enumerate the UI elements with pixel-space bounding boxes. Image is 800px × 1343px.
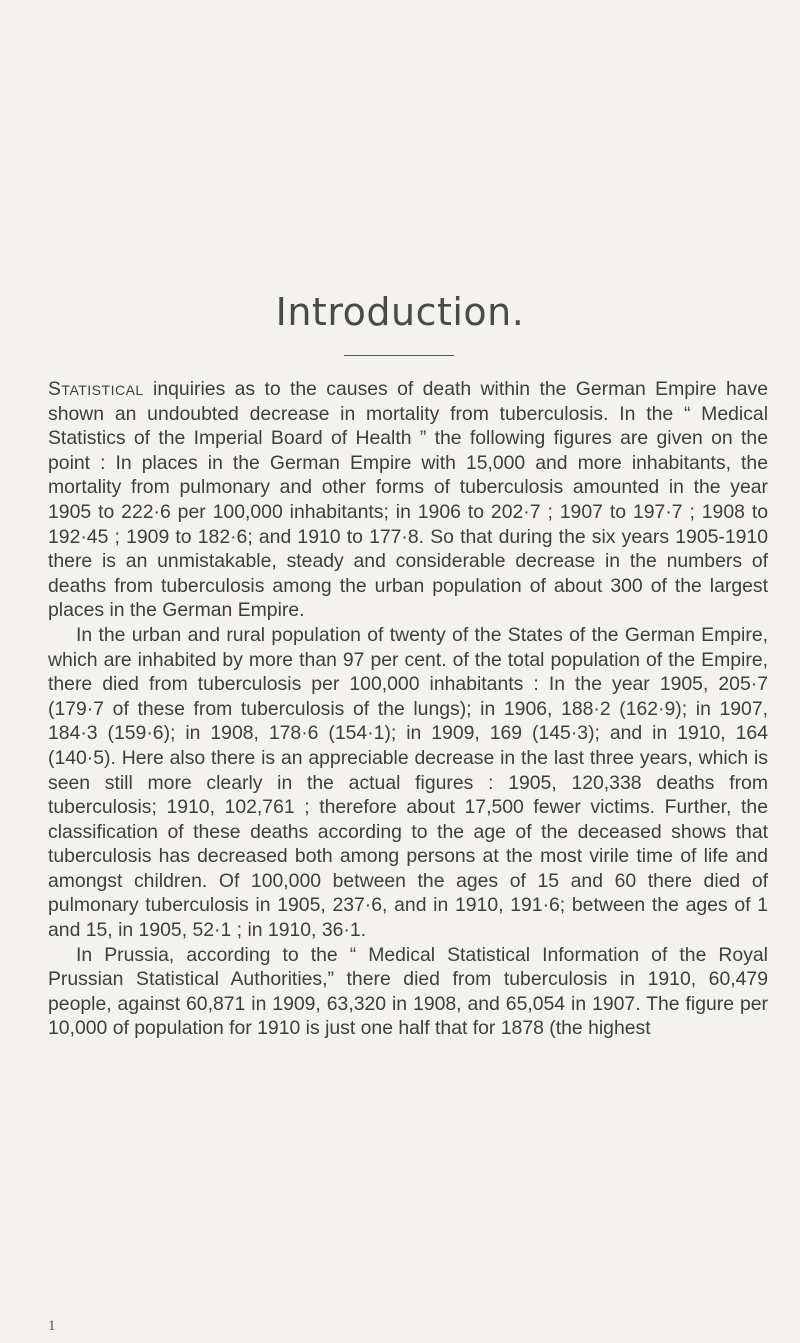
body-text (48, 377, 768, 1041)
paragraph-3: In Prussia, according to the “ Medical Statistical Information of the Royal Prussian Statistical Authorities,” there died from tuberculosis in 1910, 60,479 people, against 60,871 in 1909, 63,320 in 1908, and 65,054 in 1907. The figure per 10,000 of population for 1910 is just one half that for 1878 (the highest (48, 943, 768, 1040)
title-divider (344, 355, 454, 356)
paragraph-2: In the urban and rural population of twenty of the States of the German Empire, which are inhabited by more than 97 per cent. of the total population of the Empire, there died from tuberculosis per 100,000 inhabitants : In the year 1905, 205·7 (179·7 of these from tuberculosis of the lungs); in 1906, 188·2 (162·9); in 1907, 184·3 (159·6); in 1908, 178·6 (154·1); in 1909, 169 (145·3); and in 1910, 164 (140·5). Here also there is an appreciable decrease in the last three years, which is seen still more clearly in the actual figures : 1905, 120,338 deaths from tuberculosis; 1910, 102,761 ; therefore about 17,500 fewer victims. Further, the classification of these deaths according to the age of the deceased shows that tuberculosis has decreased both among persons at the most virile time of life and amongst children. Of 100,000 between the ages of 15 and 60 there died of pulmonary tuberculosis in 1905, 237·6, and in 1910, 191·6; between the ages of 1 and 15, in 1905, 52·1 ; in 1910, 36·1. (48, 623, 768, 942)
paragraph-lead-word: Statistical (48, 378, 144, 400)
paragraph-1 (48, 377, 768, 623)
page-title: Introduction. (275, 290, 525, 334)
page-number: 1 (48, 1318, 56, 1334)
paragraph-1-text: inquiries as to the causes of death within the German Empire have shown an undoubted decrease in mortality from tuberculosis. In the “ Medical Statistics of the Imperial Board of Health ” the following figures are given on the point : In places in the German Empire with 15,000 and more inhabitants, the mortality from pulmonary and other forms of tuberculosis amounted in the year 1905 to 222·6 per 100,000 inhabitants; in 1906 to 202·7 ; 1907 to 197·7 ; 1908 to 192·45 ; 1909 to 182·6; and 1910 to 177·8. So that during the six years 1905-1910 there is an unmistakable, steady and considerable decrease in the numbers of deaths from tuberculosis among the urban population of about 300 of the largest places in the German Empire. (48, 378, 768, 622)
